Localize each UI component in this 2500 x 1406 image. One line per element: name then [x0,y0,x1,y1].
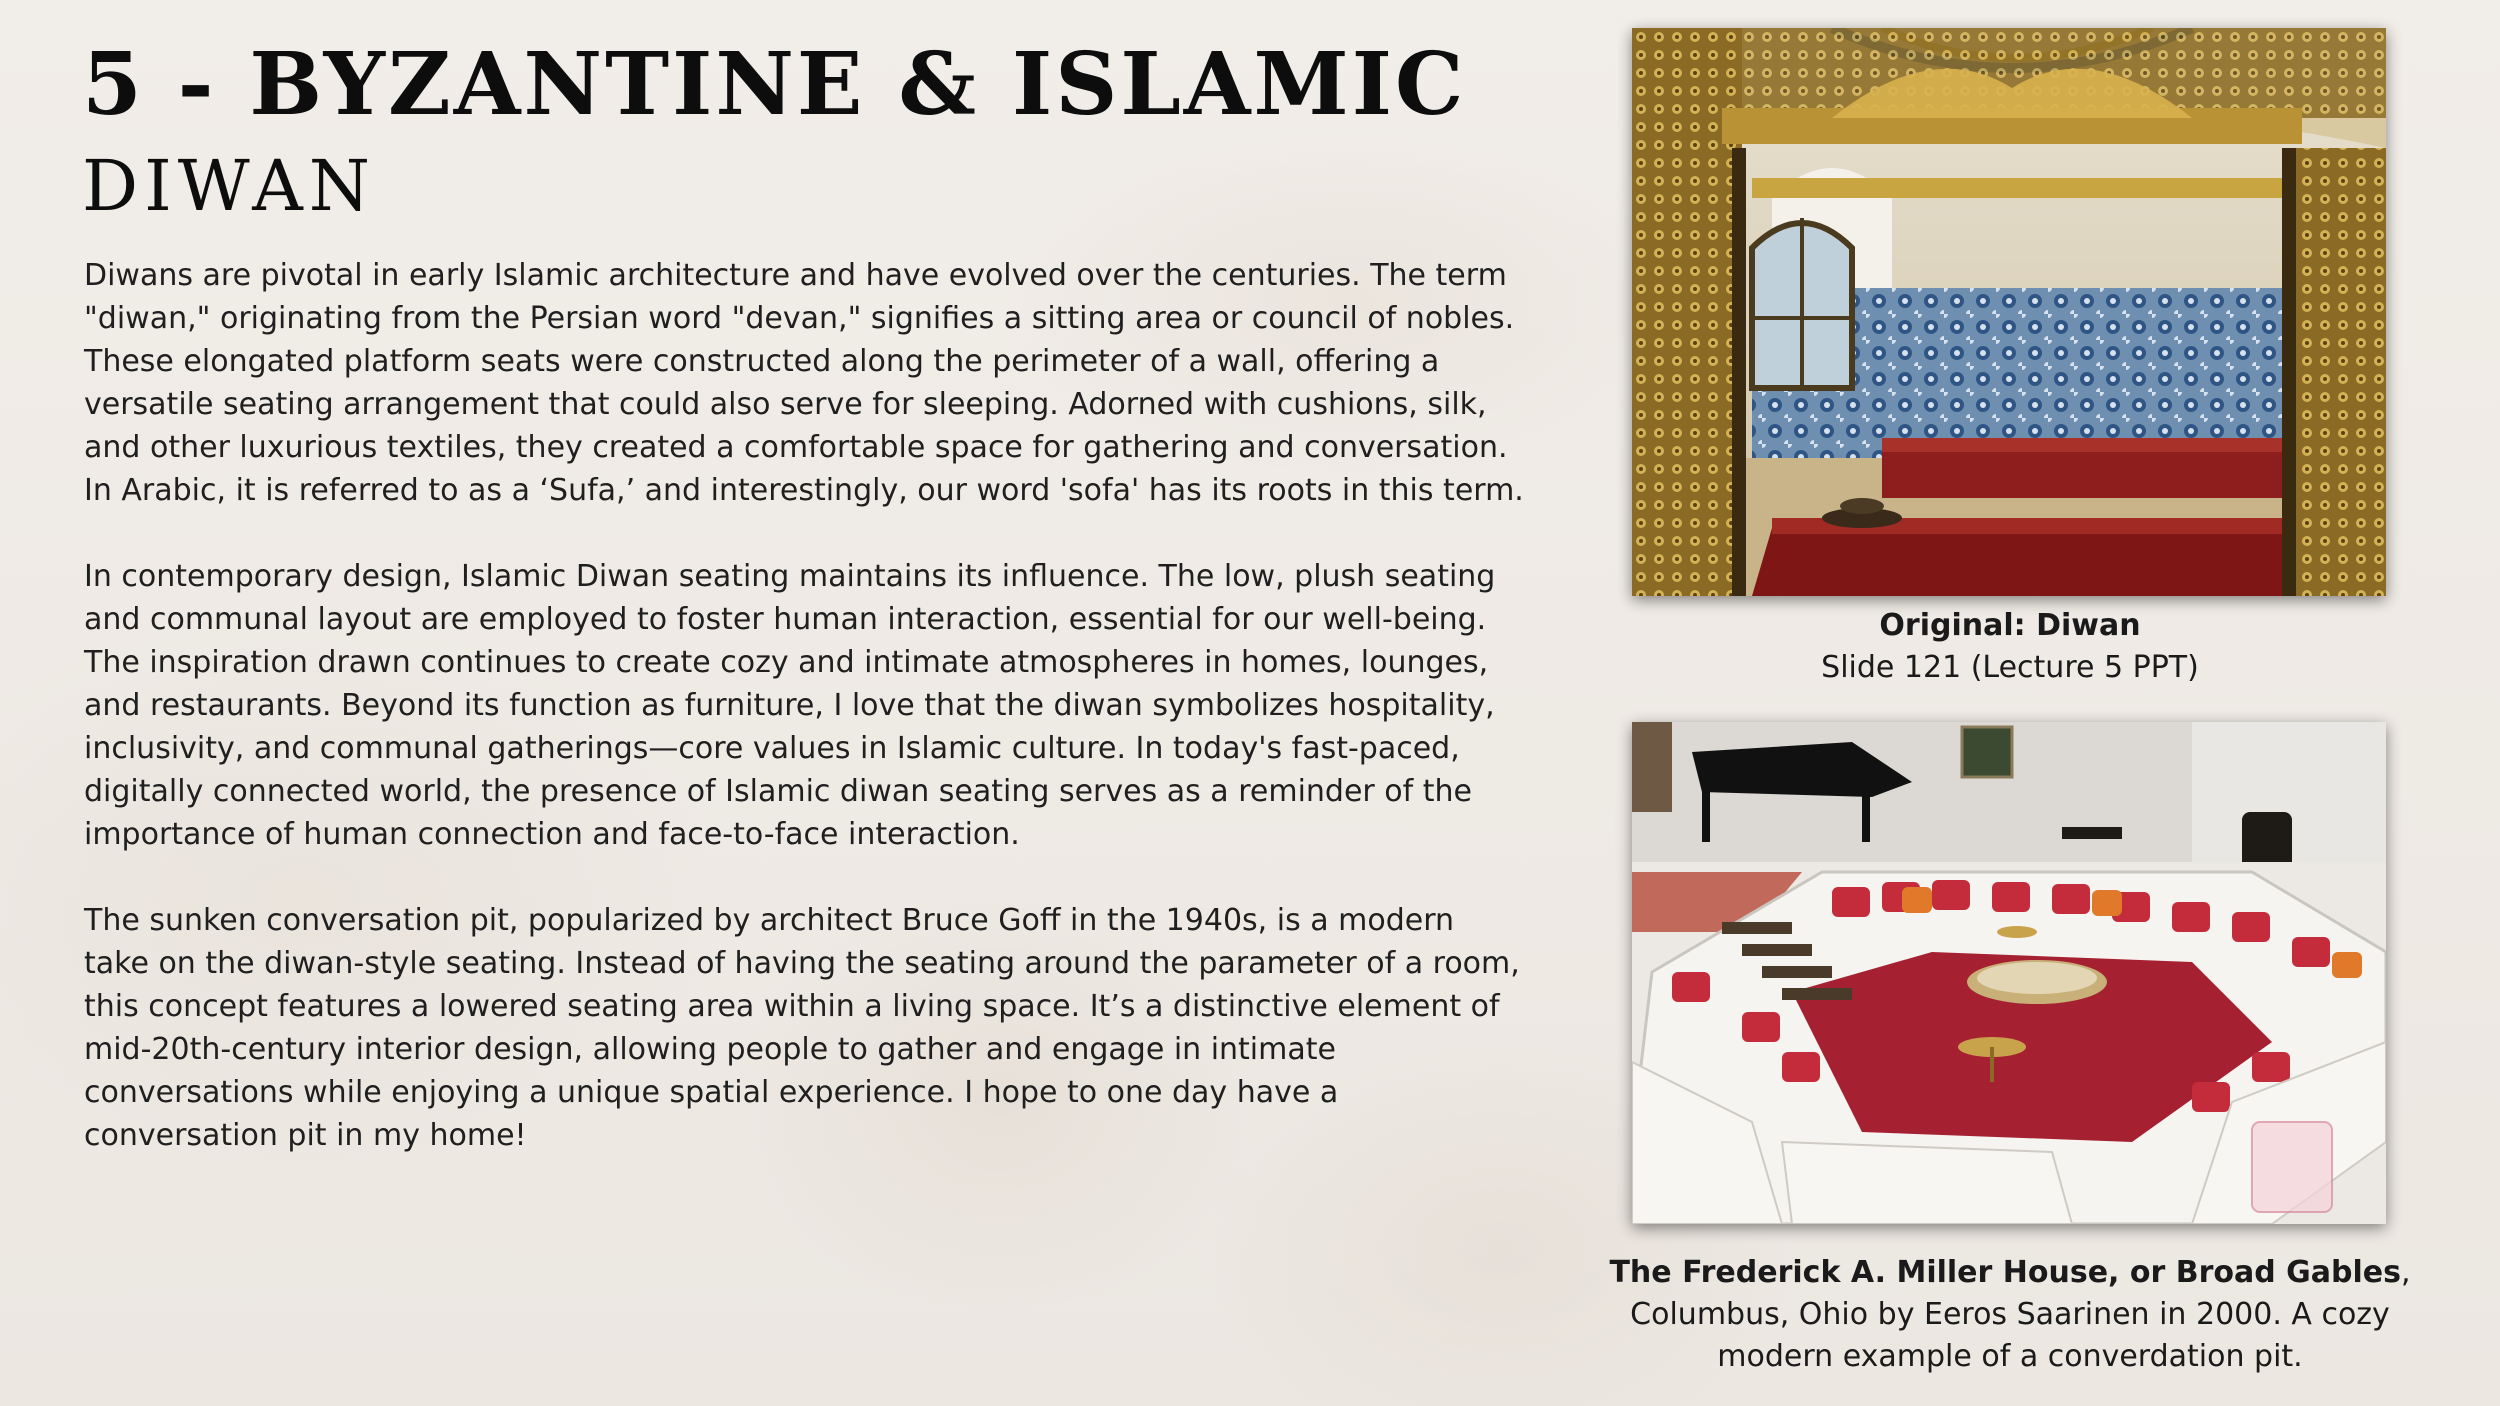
slide-subtitle: DIWAN [82,145,377,227]
conversation-pit-photo [1632,722,2386,1224]
paragraph-contemporary: In contemporary design, Islamic Diwan seating maintains its influence. The low, plush seating and communal layout are employed to foster human interaction, essential for our well-being. The inspiration drawn continues to create cozy and intimate atmospheres in homes, lounges, and restaurants. Beyond its function as furniture, I love that the diwan symbolizes hospitality, inclusivity, and communal gatherings—core values in Islamic culture. In today's fast-paced, digitally connected world, the presence of Islamic diwan seating serves as a reminder of the importance of human connection and face-to-face interaction. [84,559,1496,852]
body-text [84,254,1524,1200]
slide-title: 5 - BYZANTINE & ISLAMIC [82,34,1467,135]
conversation-pit-caption-title: The Frederick A. Miller House, or Broad Gables [1609,1255,2401,1290]
diwan-caption-title: Original: Diwan [1879,608,2141,643]
paragraph-history: Diwans are pivotal in early Islamic architecture and have evolved over the centuries. The term "diwan," originating from the Persian word "devan," signifies a sitting area or council of nobles. These elongated platform seats were constructed along the perimeter of a wall, offering a versatile seating arrangement that could also serve for sleeping. Adorned with cushions, silk, and other luxurious textiles, they created a comfortable space for gathering and conversation. In Arabic, it is referred to as a ‘Sufa,’ and interestingly, our word 'sofa' has its roots in this term. [84,258,1524,508]
diwan-photo [1632,28,2386,596]
diwan-caption [1600,605,2420,689]
conversation-pit-caption-text: , Columbus, Ohio by Eeros Saarinen in 2000. A cozy modern example of a converdation pit. [1630,1255,2411,1374]
diwan-caption-source: Slide 121 (Lecture 5 PPT) [1821,650,2199,685]
conversation-pit-caption [1590,1252,2430,1378]
paragraph-conversation-pit: The sunken conversation pit, popularized by architect Bruce Goff in the 1940s, is a modern take on the diwan-style seating. Instead of having the seating around the parameter of a room, this concept features a lowered seating area within a living space. It’s a distinctive element of mid-20th-century interior design, allowing people to gather and engage in intimate conversations while enjoying a unique spatial experience. I hope to one day have a conversation pit in my home! [84,903,1520,1153]
